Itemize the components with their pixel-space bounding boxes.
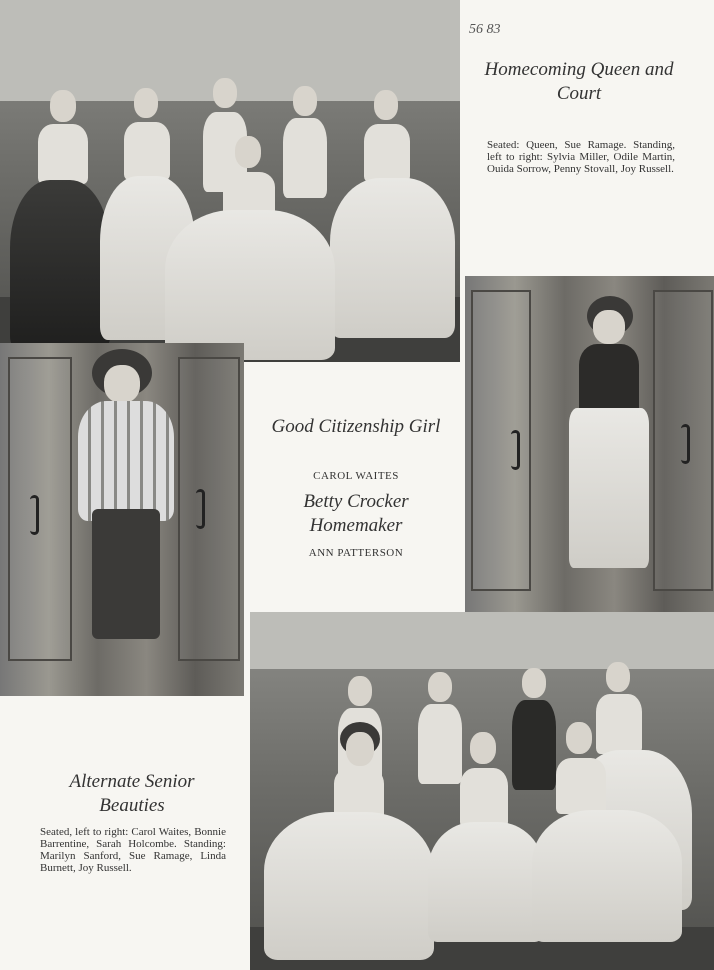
homemaker-title: Betty Crocker Homemaker	[303, 491, 409, 536]
homecoming-title: Homecoming Queen and Court	[484, 59, 674, 104]
citizenship-title: Good Citizenship Girl	[271, 416, 441, 437]
homemaker-name: ANN PATTERSON	[308, 547, 404, 559]
person-figure	[330, 82, 455, 342]
person-figure	[165, 130, 335, 360]
citizenship-name: CAROL WAITES	[313, 470, 399, 482]
homecoming-caption: Seated: Queen, Sue Ramage. Standing, left to right: Sylvia Miller, Odile Martin, Ouida Sorrow, Penny Stovall, Joy Russell.	[487, 139, 675, 175]
beauties-caption: Seated, left to right: Carol Waites, Bonnie Barrentine, Sarah Holcombe. Standing: Marilyn Sanford, Sue Ramage, Linda Burnett, Joy Russell.	[40, 826, 226, 874]
person-figure	[426, 722, 546, 942]
person-figure	[10, 80, 110, 350]
person-figure	[563, 296, 653, 616]
person-figure	[532, 712, 682, 942]
beauties-title: Alternate Senior Beauties	[69, 771, 195, 816]
homecoming-court-photo	[0, 0, 460, 362]
person-figure	[264, 720, 434, 960]
citizenship-photo	[465, 276, 714, 626]
page-stamp: 56 83	[469, 22, 501, 37]
homemaker-photo	[0, 343, 244, 696]
senior-beauties-photo	[250, 612, 714, 970]
person-figure	[70, 349, 180, 689]
